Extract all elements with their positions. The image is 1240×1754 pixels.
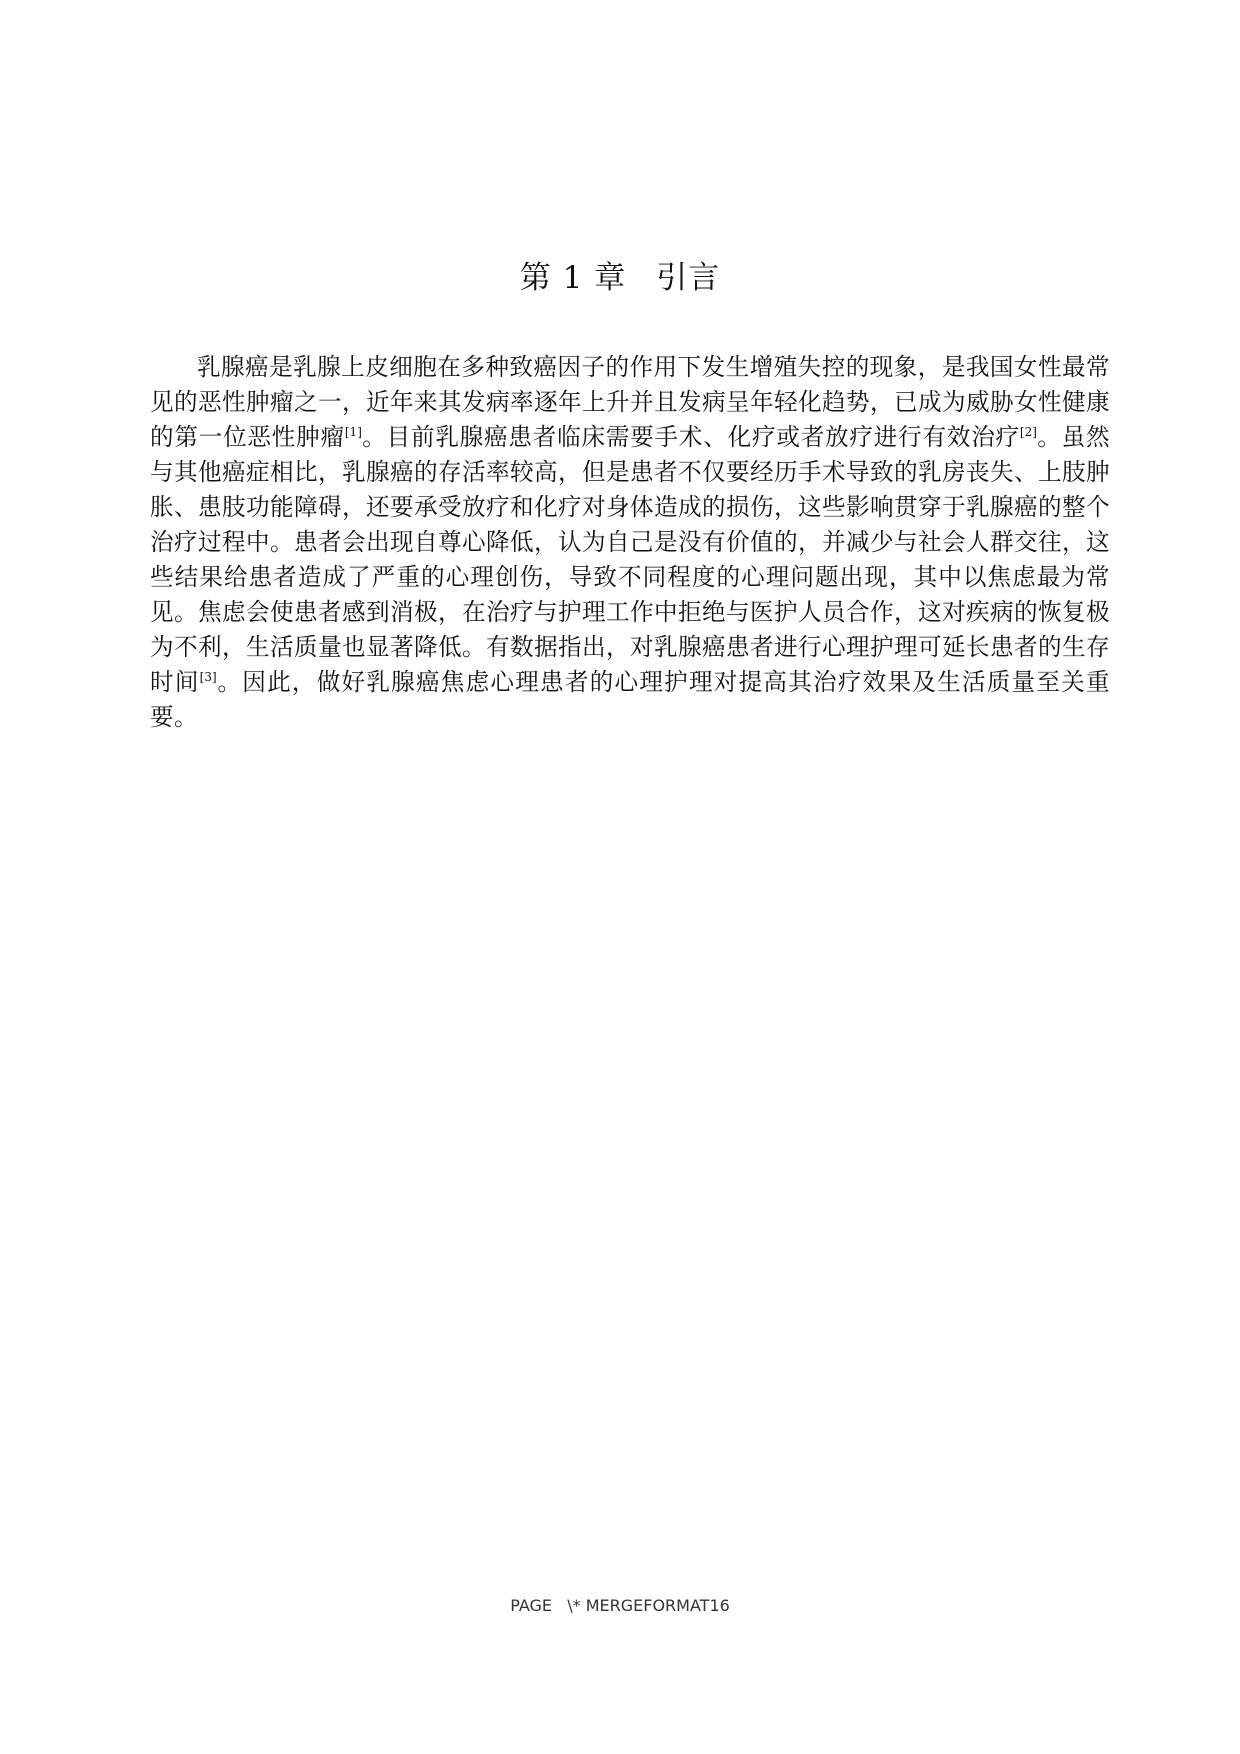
page-footer: PAGE \* MERGEFORMAT16 <box>510 1596 730 1615</box>
citation-ref-3: [3] <box>199 670 217 685</box>
chapter-number: 第 1 章 <box>519 260 627 296</box>
paragraph-text-4: 。因此，做好乳腺癌焦虑心理患者的心理护理对提高其治疗效果及生活质量至关重要。 <box>150 668 1110 731</box>
chapter-title: 引言 <box>656 260 721 296</box>
paragraph-text-1: 乳腺癌是乳腺上皮细胞在多种致癌因子的作用下发生增殖失控的现象，是我国女性最常见的恶性肿瘤之一，近年来其发病率逐年上升并且发病呈年轻化趋势，已成为威胁女性健康的第一位恶性肿瘤 <box>150 353 1110 451</box>
paragraph-text-2: 。目前乳腺癌患者临床需要手术、化疗或者放疗进行有效治疗 <box>361 423 1020 451</box>
citation-ref-2: [2] <box>1019 425 1037 440</box>
citation-ref-1: [1] <box>344 425 362 440</box>
body-paragraph <box>150 350 1110 735</box>
chapter-heading <box>0 258 1240 298</box>
paragraph-text-3: 。虽然与其他癌症相比，乳腺癌的存活率较高，但是患者不仅要经历手术导致的乳房丧失、上肢肿胀、患肢功能障碍，还要承受放疗和化疗对身体造成的损伤，这些影响贯穿于乳腺癌的整个治疗过程中。患者会出现自尊心降低，认为自己是没有价值的，并减少与社会人群交往，这些结果给患者造成了严重的心理创伤，导致不同程度的心理问题出现，其中以焦虑最为常见。焦虑会使患者感到消极，在治疗与护理工作中拒绝与医护人员合作，这对疾病的恢复极为不利，生活质量也显著降低。有数据指出，对乳腺癌患者进行心理护理可延长患者的生存时间 <box>150 423 1110 696</box>
